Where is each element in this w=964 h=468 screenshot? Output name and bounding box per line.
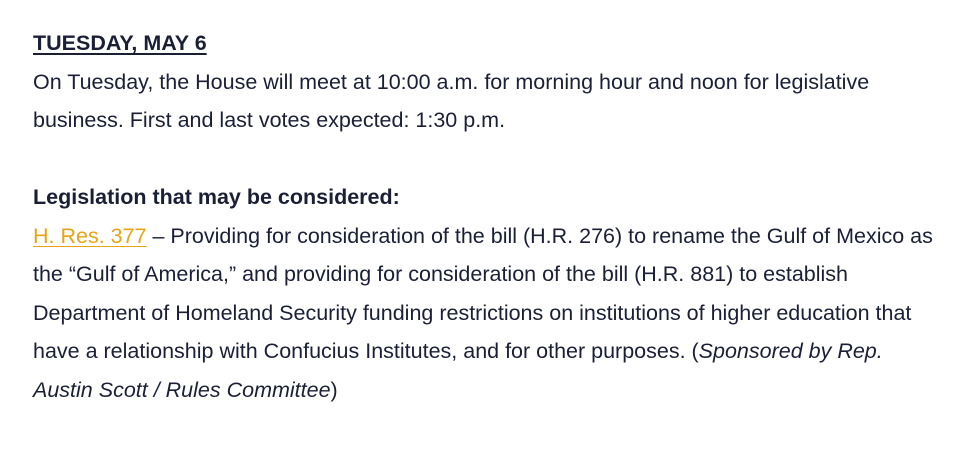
legislation-heading: Legislation that may be considered: [33, 185, 400, 209]
schedule-content [33, 24, 943, 409]
schedule-text: On Tuesday, the House will meet at 10:00 a.m. for morning hour and noon for legislative business. First and last votes expected: 1:30 p.m. [33, 69, 870, 132]
bill-link[interactable]: H. Res. 377 [33, 223, 147, 248]
bill-description: – Providing for consideration of the bill (H.R. 276) to rename the Gulf of Mexico as the “Gulf of America,” and providing for consideration of the bill (H.R. 881) to establish Department of Homeland Security funding restrictions on institutions of higher education that have a relationship with Confucius Institutes, and for other purposes. ( [33, 223, 933, 363]
bill-sponsor: Sponsored by Rep. Austin Scott / Rules Committee [33, 339, 883, 402]
spacer [33, 140, 943, 179]
bill-closing: ) [330, 377, 338, 402]
day-heading: TUESDAY, MAY 6 [33, 31, 207, 55]
bill-entry [33, 217, 943, 410]
